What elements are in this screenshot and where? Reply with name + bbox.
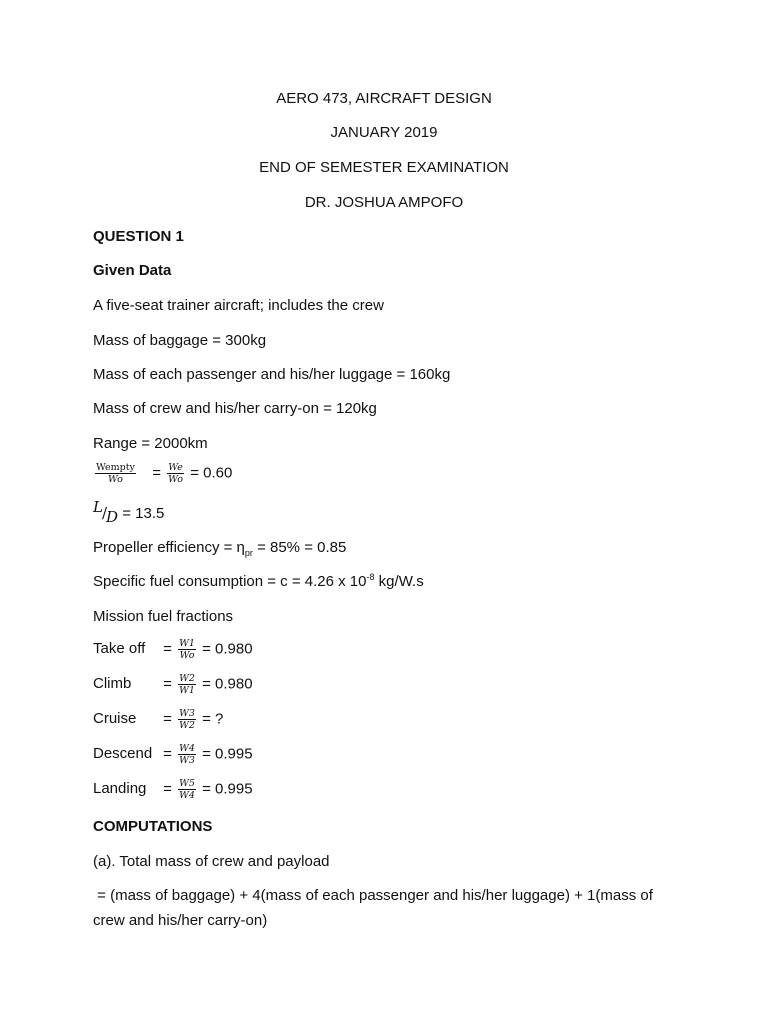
fraction-numerator: W1: [179, 638, 195, 649]
fraction-numerator: W5: [179, 778, 195, 789]
fraction-numerator: W2: [179, 673, 195, 684]
fraction-equals: =: [163, 675, 172, 693]
empty-ratio-numerator: Wempty: [96, 462, 135, 473]
mass-expression-line-1: = (mass of baggage) + 4(mass of each passenger and his/her luggage) + 1(mass of: [93, 887, 653, 904]
crew-mass: Mass of crew and his/her carry-on = 120kg: [93, 400, 377, 417]
fraction-label: Cruise: [93, 710, 137, 728]
question-title: QUESTION 1: [93, 228, 184, 245]
fraction-equals: =: [163, 745, 172, 763]
fraction-ratio: [178, 708, 196, 731]
baggage-mass: Mass of baggage = 300kg: [93, 332, 267, 349]
mission-fuel-heading: Mission fuel fractions: [93, 608, 234, 625]
wo-denominator: Wo: [168, 474, 184, 485]
fraction-denominator: W2: [179, 720, 195, 731]
sfc-suffix: kg/W.s: [374, 573, 424, 590]
fraction-label: Landing: [93, 780, 147, 798]
fraction-equals: =: [163, 640, 172, 658]
fraction-denominator: Wo: [179, 650, 195, 661]
lecturer-name: DR. JOSHUA AMPOFO: [304, 194, 464, 211]
lift-symbol: L: [93, 498, 103, 516]
fraction-ratio: [178, 743, 196, 766]
given-data-heading: Given Data: [93, 262, 172, 279]
lift-to-drag-ratio: [93, 498, 165, 526]
fuel-fraction-row: [93, 778, 253, 801]
lift-drag-value: = 13.5: [122, 505, 165, 522]
fuel-fraction-row: [93, 708, 223, 731]
fraction-numerator: W3: [179, 708, 195, 719]
fraction-value: = 0.980: [202, 640, 253, 658]
fraction-value: = ?: [202, 710, 224, 728]
fraction-equals: =: [163, 710, 172, 728]
fuel-fraction-row: [93, 743, 253, 766]
fraction-denominator: W4: [179, 790, 195, 801]
specific-fuel-consumption: [93, 573, 424, 591]
empty-ratio-value: = 0.60: [190, 464, 233, 482]
range-value: Range = 2000km: [93, 435, 208, 452]
aircraft-description: A five-seat trainer aircraft; includes the crew: [93, 297, 384, 314]
we-wo-fraction: [167, 462, 184, 485]
sfc-prefix: Specific fuel consumption = c = 4.26 x 10: [93, 573, 367, 590]
part-a-heading: (a). Total mass of crew and payload: [93, 853, 330, 870]
fraction-value: = 0.980: [202, 675, 253, 693]
sfc-exponent: -8: [366, 572, 375, 582]
mass-expression-line-2: crew and his/her carry-on): [93, 912, 268, 929]
fraction-value: = 0.995: [202, 780, 253, 798]
fraction-label: Climb: [93, 675, 132, 693]
lift-drag-symbol: L/D: [93, 498, 119, 526]
fraction-denominator: W3: [179, 755, 195, 766]
empty-weight-ratio: [93, 462, 232, 485]
fraction-value: = 0.995: [202, 745, 253, 763]
fraction-denominator: W1: [179, 685, 195, 696]
exam-date: JANUARY 2019: [330, 124, 438, 141]
course-title: AERO 473, AIRCRAFT DESIGN: [276, 90, 492, 107]
fuel-fraction-row: [93, 673, 253, 696]
fraction-label: Descend: [93, 745, 153, 763]
empty-ratio-denominator: Wo: [108, 474, 123, 485]
fraction-label: Take off: [93, 640, 146, 658]
propeller-suffix: = 85% = 0.85: [252, 539, 347, 556]
propeller-subscript: pr: [244, 548, 253, 558]
fraction-ratio: [178, 638, 196, 661]
fuel-fraction-row: [93, 638, 253, 661]
empty-ratio-fraction: [95, 462, 136, 485]
fraction-numerator: W4: [179, 743, 195, 754]
fraction-ratio: [178, 673, 196, 696]
computations-heading: COMPUTATIONS: [93, 818, 213, 835]
we-numerator: We: [168, 462, 183, 473]
fraction-ratio: [178, 778, 196, 801]
empty-ratio-equals: =: [152, 464, 161, 482]
passenger-mass: Mass of each passenger and his/her luggage = 160kg: [93, 366, 451, 383]
drag-symbol: D: [106, 508, 119, 526]
propeller-prefix: Propeller efficiency = η: [93, 539, 245, 556]
exam-name: END OF SEMESTER EXAMINATION: [259, 159, 509, 176]
propeller-efficiency: [93, 539, 346, 557]
fraction-equals: =: [163, 780, 172, 798]
